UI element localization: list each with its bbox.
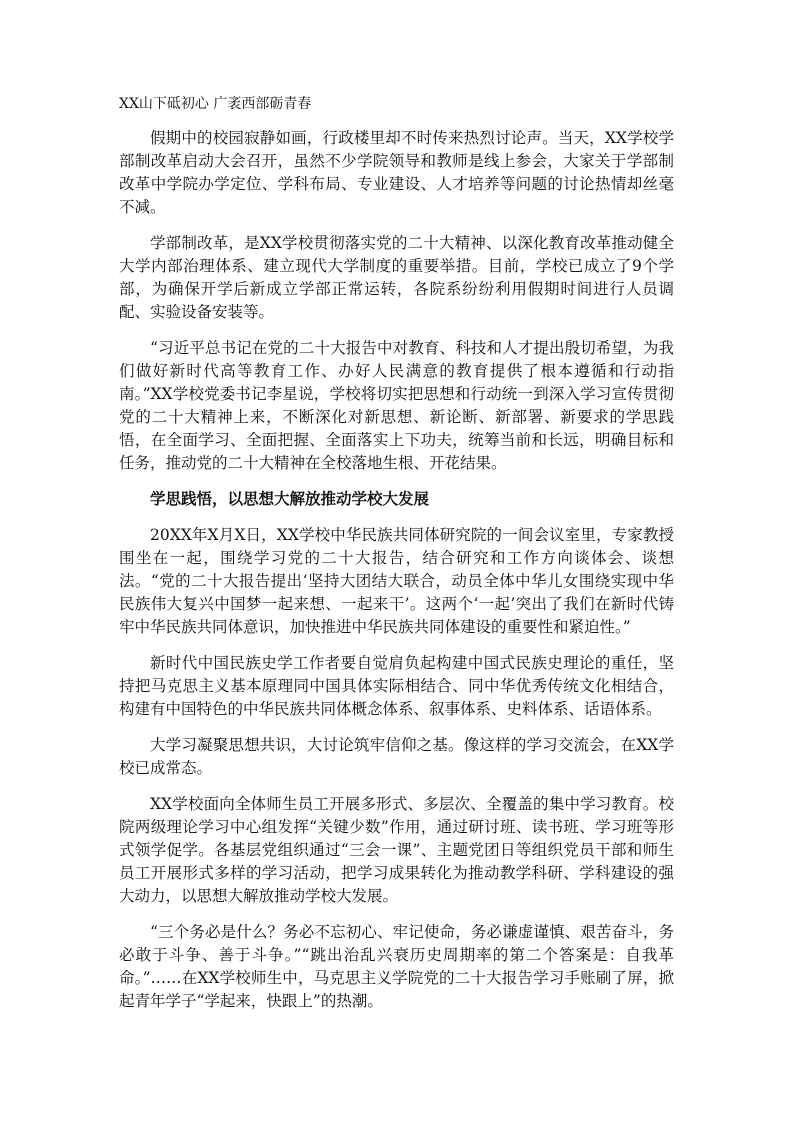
paragraph-section-4: XX学校面向全体师生员工开展多形式、多层次、全覆盖的集中学习教育。校院两级理论学习中心组发挥“关键少数”作用，通过研讨班、读书班、学习班等形式领学促学。各基层党组织通过“三会一课”、主题党团日等组织党员干部和师生员工开展形式多样的学习活动，把学习成果转化为推动教学科研、学科建设的强大动力，以思想大解放推动学校大发展。 xyxy=(119,795,674,905)
document-title: XX山下砥初心 广袤西部砺青春 xyxy=(119,96,312,112)
paragraph-section-2: 新时代中国民族史学工作者要自觉肩负起构建中国式民族史理论的重任，坚持把马克思主义基本原理同中国具体实际相结合、同中华优秀传统文化相结合，构建有中国特色的中华民族共同体概念体系、叙事体系、史料体系、话语体系。 xyxy=(119,654,674,718)
paragraph-intro-3: “习近平总书记在党的二十大报告中对教育、科技和人才提出殷切希望，为我们做好新时代高等教育工作、办好人民满意的教育提供了根本遵循和行动指南。”XX学校党委书记李星说，学校将切实把思想和行动统一到深入学习宣传贯彻党的二十大精神上来，不断深化对新思想、新论断、新部署、新要求的学思践悟，在全面学习、全面把握、全面落实上下功夫，统筹当前和长远，明确目标和任务，推动党的二十大精神在全校落地生根、开花结果。 xyxy=(119,339,674,472)
paragraph-intro-1: 假期中的校园寂静如画，行政楼里却不时传来热烈讨论声。当天，XX学校学部制改革启动大会召开，虽然不少学院领导和教师是线上参会，大家关于学部制改革中学院办学定位、学科布局、专业建设、人才培养等问题的讨论热情却丝毫不减。 xyxy=(119,129,674,216)
paragraph-section-5: “三个务必是什么？务必不忘初心、牢记使命，务必谦虚谨慎、艰苦奋斗，务必敢于斗争、善于斗争。”“跳出治乱兴衰历史周期率的第二个答案是：自我革命。”……在XX学校师生中，马克思主义学院党的二十大报告学习手账刷了屏，掀起青年学子“学起来，快跟上”的热潮。 xyxy=(119,923,674,1010)
paragraph-intro-2: 学部制改革，是XX学校贯彻落实党的二十大精神、以深化教育改革推动健全大学内部治理体系、建立现代大学制度的重要举措。目前，学校已成立了9个学部，为确保开学后新成立学部正常运转，各院系纷纷利用假期时间进行人员调配、实验设备安装等。 xyxy=(119,234,674,321)
section-heading: 学思践悟，以思想大解放推动学校大发展 xyxy=(150,490,430,508)
paragraph-section-1: 20XX年X月X日，XX学校中华民族共同体研究院的一间会议室里，专家教授围坐在一起，围绕学习党的二十大报告，结合研究和工作方向谈体会、谈想法。“党的二十大报告提出‘坚持大团结大联合，动员全体中华儿女围绕实现中华民族伟大复兴中国梦一起来想、一起来干’。这两个‘一起’突出了我们在新时代铸牢中华民族共同体意识，加快推进中华民族共同体建设的重要性和紧迫性。” xyxy=(119,526,674,636)
paragraph-section-3: 大学习凝聚思想共识，大讨论筑牢信仰之基。像这样的学习交流会，在XX学校已成常态。 xyxy=(119,736,674,777)
